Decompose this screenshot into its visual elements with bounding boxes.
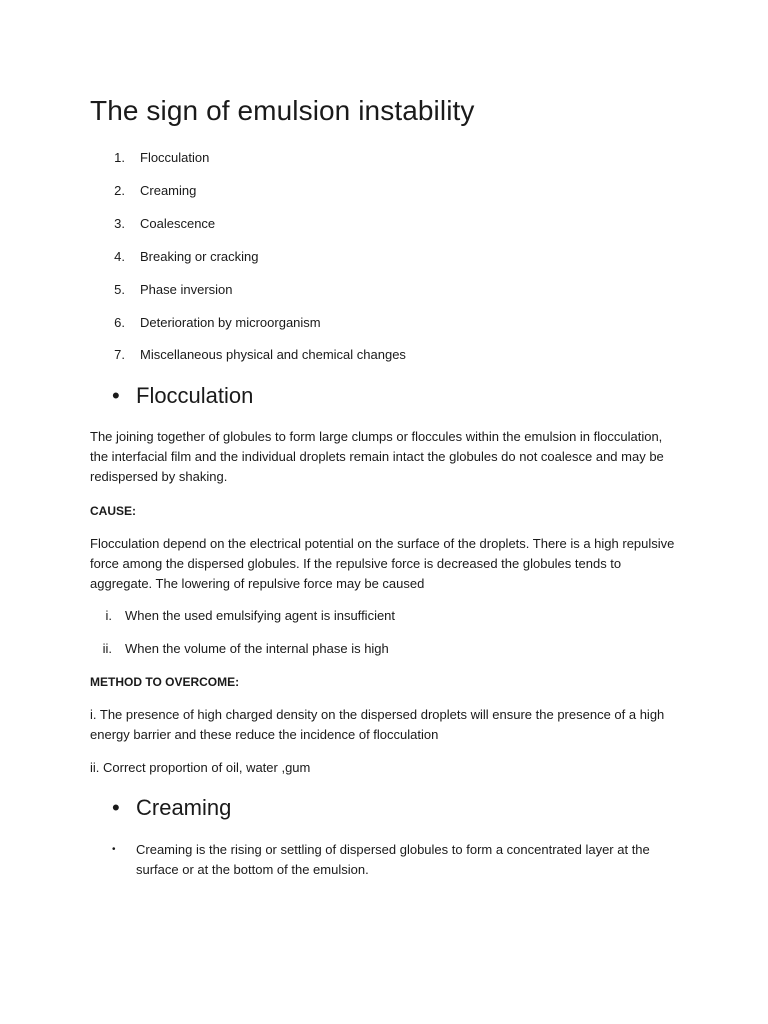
bullet-icon: • <box>112 383 120 408</box>
cause-paragraph: Flocculation depend on the electrical potential on the surface of the droplets. There is a high repulsive force among the dispersed globules. If the repulsive force is decreased the globules tends to aggregate. The lowering of repulsive force may be caused <box>90 536 675 591</box>
list-item-text: Phase inversion <box>140 282 233 297</box>
list-item-number: 2. <box>114 183 125 198</box>
method-label: METHOD TO OVERCOME: <box>90 675 240 689</box>
method-paragraph-1: i. The presence of high charged density on the dispersed droplets will ensure the presence of a high energy barrier and these reduce the incidence of flocculation <box>90 707 665 742</box>
cause-label: CAUSE: <box>90 504 137 518</box>
method-paragraph-2: ii. Correct proportion of oil, water ,gum <box>90 760 311 775</box>
list-item-text: Breaking or cracking <box>140 249 259 264</box>
list-item-text: When the volume of the internal phase is high <box>125 641 389 656</box>
bullet-icon: • <box>112 795 120 820</box>
section-heading-flocculation <box>112 381 253 411</box>
section-heading-creaming <box>112 793 231 823</box>
flocculation-intro-paragraph: The joining together of globules to form large clumps or floccules within the emulsion in flocculation, the interfacial film and the individual droplets remain intact the globules do not coalesce and may be redispersed by shaking. <box>90 429 664 484</box>
list-item-number: i. <box>105 608 112 623</box>
list-item-text: When the used emulsifying agent is insufficient <box>125 608 396 623</box>
list-item-text: Deterioration by microorganism <box>140 315 321 330</box>
section-heading-text: Creaming <box>136 795 232 820</box>
list-item-text: Creaming is the rising or settling of dispersed globules to form a concentrated layer at the surface or at the bottom of the emulsion. <box>136 842 650 877</box>
list-item-number: ii. <box>102 641 112 656</box>
list-item-number: 5. <box>114 282 125 297</box>
list-item-number: 4. <box>114 249 125 264</box>
bullet-icon: • <box>112 844 116 855</box>
list-item-text: Flocculation <box>140 150 210 165</box>
list-item-text: Miscellaneous physical and chemical changes <box>140 347 406 362</box>
list-item-text: Creaming <box>140 183 197 198</box>
list-item-text: Coalescence <box>140 216 216 231</box>
list-item-number: 1. <box>114 150 125 165</box>
list-item-number: 7. <box>114 347 125 362</box>
list-item-number: 3. <box>114 216 125 231</box>
list-item-number: 6. <box>114 315 125 330</box>
section-heading-text: Flocculation <box>136 383 254 408</box>
page-title: The sign of emulsion instability <box>90 95 475 126</box>
